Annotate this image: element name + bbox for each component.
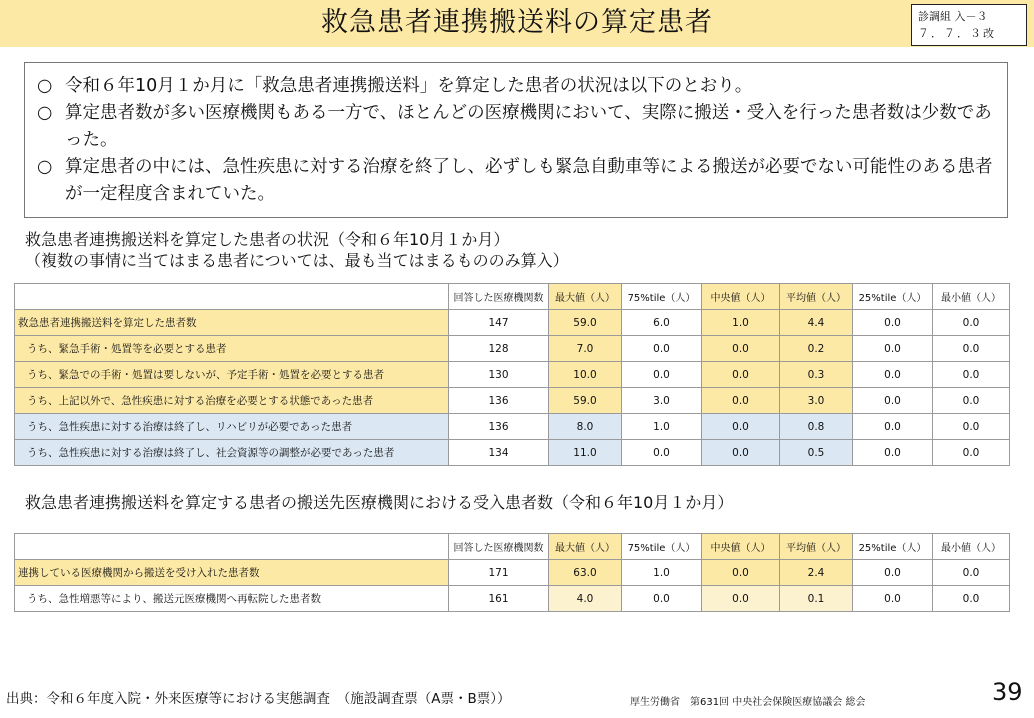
summary-bullet (37, 154, 995, 208)
table2 (14, 533, 1010, 612)
cell: 0.0 (933, 560, 1010, 586)
table1-subtitle: （複数の事情に当てはまる患者については、最も当てはまるもののみ算入） (25, 251, 569, 270)
cell: 0.0 (853, 586, 933, 612)
summary-bullet (37, 100, 995, 154)
bullet-circle-icon: ○ (37, 157, 53, 177)
summary-text: 算定患者の中には、急性疾患に対する治療を終了し、必ずしも緊急自動車等による搬送が必要でない可能性のある患者が一定程度含まれていた。 (65, 157, 993, 204)
cell: 0.0 (702, 336, 780, 362)
cell: 0.2 (780, 336, 853, 362)
cell: 0.5 (780, 440, 853, 466)
cell: 0.0 (933, 310, 1010, 336)
row-label: 救急患者連携搬送料を算定した患者数 (15, 310, 449, 336)
bullet-circle-icon: ○ (37, 103, 53, 123)
column-header: 平均値（人） (780, 534, 853, 560)
cell: 1.0 (622, 560, 702, 586)
cell: 0.0 (933, 388, 1010, 414)
table1 (14, 283, 1010, 466)
cell: 0.0 (702, 414, 780, 440)
column-header: 25%tile（人） (853, 534, 933, 560)
table-header-row (15, 284, 1010, 310)
cell: 0.0 (933, 414, 1010, 440)
cell: 7.0 (549, 336, 622, 362)
summary-text: 算定患者数が多い医療機関もある一方で、ほとんどの医療機関において、実際に搬送・受入を行った患者数は少数であった。 (65, 103, 992, 150)
cell: 8.0 (549, 414, 622, 440)
column-header: 75%tile（人） (622, 534, 702, 560)
cell: 3.0 (780, 388, 853, 414)
cell: 134 (449, 440, 549, 466)
column-header: 75%tile（人） (622, 284, 702, 310)
cell: 161 (449, 586, 549, 612)
table-header-blank (15, 534, 449, 560)
summary-box (24, 62, 1008, 218)
cell: 0.0 (622, 362, 702, 388)
table-row (15, 586, 1010, 612)
cell: 0.0 (702, 560, 780, 586)
row-label: うち、急性増悪等により、搬送元医療機関へ再転院した患者数 (15, 586, 449, 612)
column-header: 最大値（人） (549, 284, 622, 310)
bullet-circle-icon: ○ (37, 76, 53, 96)
cell: 0.0 (853, 336, 933, 362)
column-header: 回答した医療機関数 (449, 284, 549, 310)
cell: 0.0 (702, 440, 780, 466)
document-code-line2: ７．７．３改 (918, 27, 996, 40)
cell: 1.0 (622, 414, 702, 440)
document-code-box (911, 4, 1027, 46)
cell: 171 (449, 560, 549, 586)
table-row (15, 560, 1010, 586)
source-note: 出典：令和６年度入院・外来医療等における実態調査 （施設調査票（A票・B票）） (6, 691, 511, 707)
cell: 10.0 (549, 362, 622, 388)
cell: 0.0 (702, 586, 780, 612)
row-label: うち、急性疾患に対する治療は終了し、リハビリが必要であった患者 (15, 414, 449, 440)
cell: 136 (449, 414, 549, 440)
cell: 0.0 (853, 560, 933, 586)
column-header: 中央値（人） (702, 534, 780, 560)
cell: 0.0 (853, 388, 933, 414)
cell: 147 (449, 310, 549, 336)
table1-title: 救急患者連携搬送料を算定した患者の状況（令和６年10月１か月） (25, 230, 510, 249)
cell: 59.0 (549, 310, 622, 336)
cell: 1.0 (702, 310, 780, 336)
column-header: 回答した医療機関数 (449, 534, 549, 560)
table2-title: 救急患者連携搬送料を算定する患者の搬送先医療機関における受入患者数（令和６年10月１か月） (25, 493, 734, 512)
table-row (15, 362, 1010, 388)
cell: 3.0 (622, 388, 702, 414)
page-title: 救急患者連携搬送料の算定患者 (321, 7, 713, 38)
cell: 63.0 (549, 560, 622, 586)
cell: 0.8 (780, 414, 853, 440)
row-label: うち、急性疾患に対する治療は終了し、社会資源等の調整が必要であった患者 (15, 440, 449, 466)
table-header-row (15, 534, 1010, 560)
cell: 6.0 (622, 310, 702, 336)
cell: 0.0 (933, 440, 1010, 466)
page-number: 39 (992, 678, 1023, 706)
cell: 59.0 (549, 388, 622, 414)
table-row (15, 310, 1010, 336)
document-code-line1: 診調組 入－３ (918, 10, 988, 23)
cell: 130 (449, 362, 549, 388)
cell: 0.0 (853, 414, 933, 440)
column-header: 最小値（人） (933, 284, 1010, 310)
cell: 0.0 (933, 362, 1010, 388)
cell: 11.0 (549, 440, 622, 466)
column-header: 25%tile（人） (853, 284, 933, 310)
cell: 0.0 (622, 440, 702, 466)
cell: 0.0 (853, 310, 933, 336)
column-header: 中央値（人） (702, 284, 780, 310)
table-row (15, 388, 1010, 414)
table-header-blank (15, 284, 449, 310)
table-row (15, 440, 1010, 466)
cell: 0.0 (933, 586, 1010, 612)
row-label: うち、上記以外で、急性疾患に対する治療を必要とする状態であった患者 (15, 388, 449, 414)
row-label: 連携している医療機関から搬送を受け入れた患者数 (15, 560, 449, 586)
cell: 0.0 (853, 440, 933, 466)
cell: 0.3 (780, 362, 853, 388)
table-row (15, 336, 1010, 362)
column-header: 最大値（人） (549, 534, 622, 560)
column-header: 最小値（人） (933, 534, 1010, 560)
row-label: うち、緊急手術・処置等を必要とする患者 (15, 336, 449, 362)
table-row (15, 414, 1010, 440)
summary-bullet (37, 73, 995, 100)
cell: 0.0 (702, 362, 780, 388)
row-label: うち、緊急での手術・処置は要しないが、予定手術・処置を必要とする患者 (15, 362, 449, 388)
organization-note: 厚生労働省 第631回 中央社会保険医療協議会 総会 (630, 697, 866, 708)
cell: 2.4 (780, 560, 853, 586)
cell: 0.0 (622, 586, 702, 612)
cell: 136 (449, 388, 549, 414)
cell: 4.4 (780, 310, 853, 336)
cell: 4.0 (549, 586, 622, 612)
cell: 0.0 (622, 336, 702, 362)
cell: 0.0 (853, 362, 933, 388)
summary-text: 令和６年10月１か月に「救急患者連携搬送料」を算定した患者の状況は以下のとおり。 (65, 76, 753, 96)
cell: 0.0 (702, 388, 780, 414)
cell: 0.1 (780, 586, 853, 612)
column-header: 平均値（人） (780, 284, 853, 310)
cell: 128 (449, 336, 549, 362)
cell: 0.0 (933, 336, 1010, 362)
